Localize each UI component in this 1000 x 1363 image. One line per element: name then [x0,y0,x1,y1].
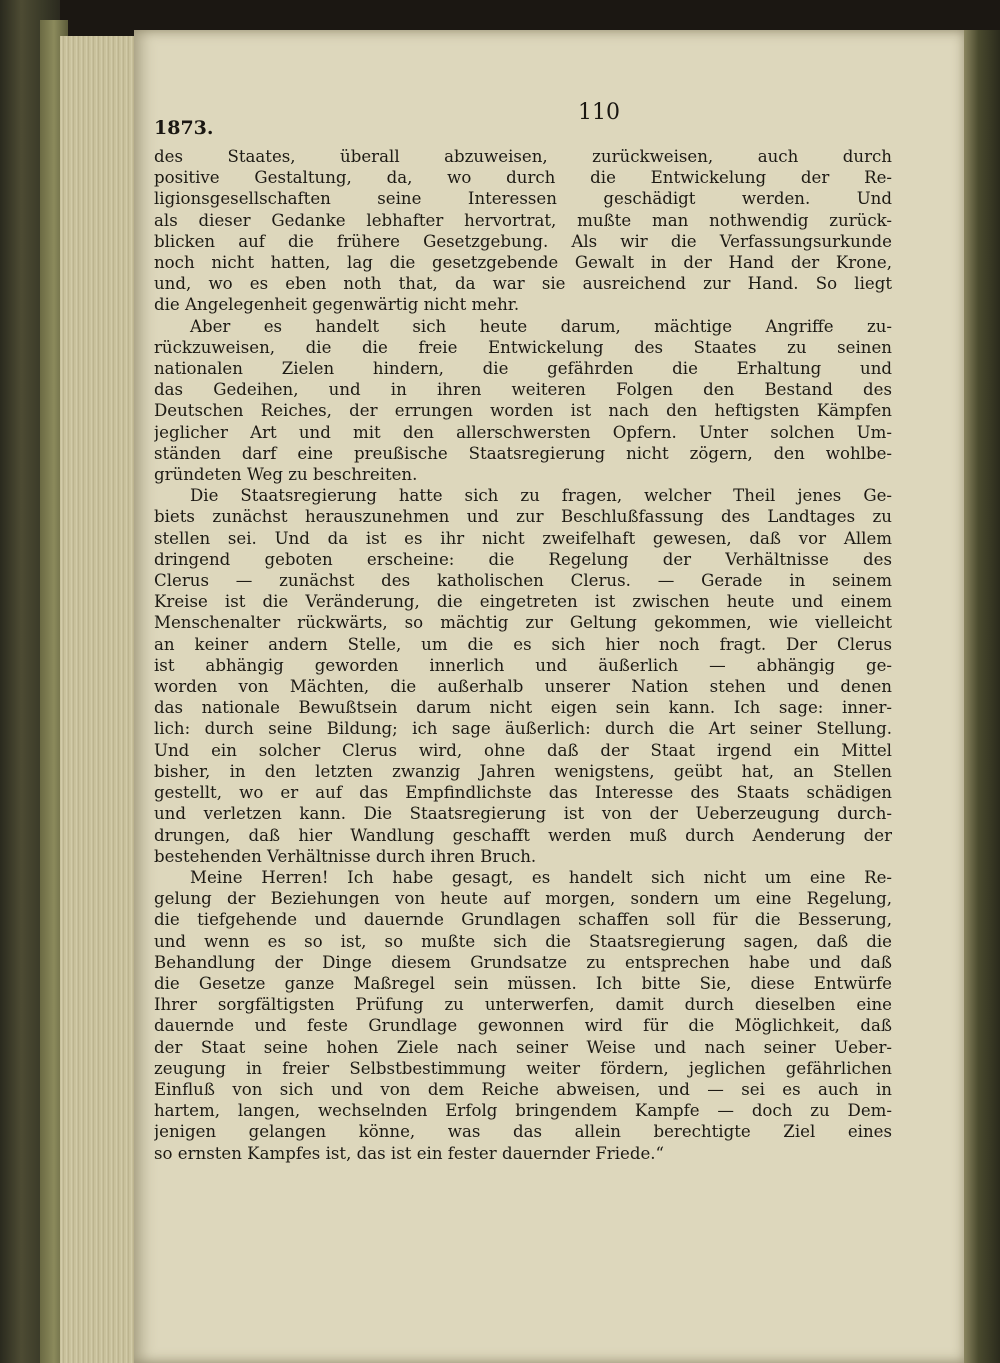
text-line: rückzuweisen, die die freie Entwickelung des Staates zu seinen [154,337,892,357]
text-line: die tiefgehende und dauernde Grundlagen schaffen soll für die Besserung, [154,910,892,930]
text-line: das nationale Bewußtsein darum nicht eigen sein kann. Ich sage: inner- [154,698,892,718]
text-line: des Staates, überall abzuweisen, zurückweisen, auch durch [154,147,892,166]
text-line: an keiner andern Stelle, um die es sich hier noch fragt. Der Clerus [154,634,892,654]
text-line: Einfluß von sich und von dem Reiche abweisen, und — sei es auch in [154,1079,892,1099]
text-line: und wenn es so ist, so mußte sich die Staatsregierung sagen, daß die [154,931,892,951]
text-line: blicken auf die frühere Gesetzgebung. Als wir die Verfassungsurkunde [154,231,892,251]
text-line: gelung der Beziehungen von heute auf morgen, sondern um eine Regelung, [154,889,892,909]
text-line: noch nicht hatten, lag die gesetzgebende Gewalt in der Hand der Krone, [154,253,892,273]
text-line: das Gedeihen, und in ihren weiteren Folgen den Bestand des [154,380,892,400]
text-line: dauernde und feste Grundlage gewonnen wird für die Möglichkeit, daß [154,1016,892,1036]
text-line: nationalen Zielen hindern, die gefährden die Erhaltung und [154,359,892,379]
text-line: und, wo es eben noth that, da war sie ausreichend zur Hand. So liegt [154,274,892,294]
text-line: die Angelegenheit gegenwärtig nicht mehr. [154,295,520,315]
text-line: Behandlung der Dinge diesem Grundsatze zu entsprechen habe und daß [154,952,892,972]
text-line: ständen darf eine preußische Staatsregierung nicht zögern, den wohlbe- [154,443,892,463]
text-line: Und ein solcher Clerus wird, ohne daß der Staat irgend ein Mittel [154,740,892,760]
text-line: als dieser Gedanke lebhafter hervortrat, mußte man nothwendig zurück- [154,210,892,230]
text-line: jenigen gelangen könne, was das allein berechtigte Ziel eines [154,1122,892,1142]
text-line: Meine Herren! Ich habe gesagt, es handelt sich nicht um eine Re- [190,867,892,887]
text-line: gründeten Weg zu beschreiten. [154,465,418,485]
facing-page-edge [964,30,1000,1363]
text-line: bestehenden Verhältnisse durch ihren Bruch. [154,846,537,866]
text-line: jeglicher Art und mit den allerschwersten Opfern. Unter solchen Um- [154,422,892,442]
text-line: und verletzen kann. Die Staatsregierung ist von der Ueberzeugung durch- [154,804,892,824]
text-line: Clerus — zunächst des katholischen Clerus. — Gerade in seinem [154,571,892,591]
text-line: worden von Mächten, die außerhalb unserer Nation stehen und denen [154,677,892,697]
text-line: Deutschen Reiches, der errungen worden ist nach den heftigsten Kämpfen [154,401,892,421]
text-line: stellen sei. Und da ist es ihr nicht zweifelhaft gewesen, daß vor Allem [154,528,892,548]
text-line: dringend geboten erscheine: die Regelung der Verhältnisse des [154,549,892,569]
text-line: ligionsgesellschaften seine Interessen geschädigt werden. Und [154,189,892,209]
text-line: so ernsten Kampfes ist, das ist ein fester dauernder Friede.“ [154,1143,665,1163]
text-line: Die Staatsregierung hatte sich zu fragen, welcher Theil jenes Ge- [190,486,892,506]
text-line: zeugung in freier Selbstbestimmung weiter fördern, jeglichen gefährlichen [154,1058,892,1078]
body-text [154,146,892,1164]
text-line: hartem, langen, wechselnden Erfolg bringendem Kampfe — doch zu Dem- [154,1101,892,1121]
text-line: lich: durch seine Bildung; ich sage äußerlich: durch die Art seiner Stellung. [154,719,892,739]
text-line: Menschenalter rückwärts, so mächtig zur Geltung gekommen, wie vielleicht [154,613,892,633]
text-line: gestellt, wo er auf das Empfindlichste das Interesse des Staats schädigen [154,783,892,803]
page-number: 110 [578,100,620,125]
text-line: der Staat seine hohen Ziele nach seiner Weise und nach seiner Ueber- [154,1037,892,1057]
text-line: positive Gestaltung, da, wo durch die Entwickelung der Re- [154,168,892,188]
text-line: die Gesetze ganze Maßregel sein müssen. Ich bitte Sie, diese Entwürfe [154,973,892,993]
page-stack-edges [60,36,136,1363]
text-line: bisher, in den letzten zwanzig Jahren wenigstens, geübt hat, an Stellen [154,761,892,781]
text-line: Ihrer sorgfältigsten Prüfung zu unterwerfen, damit durch dieselben eine [154,995,892,1015]
text-line: Kreise ist die Veränderung, die eingetreten ist zwischen heute und einem [154,592,892,612]
running-header-year: 1873. [154,117,214,139]
text-line: biets zunächst herauszunehmen und zur Beschlußfassung des Landtages zu [154,507,892,527]
text-line: ist abhängig geworden innerlich und äußerlich — abhängig ge- [154,655,892,675]
text-line: Aber es handelt sich heute darum, mächtige Angriffe zu- [190,316,892,336]
text-line: drungen, daß hier Wandlung geschafft werden muß durch Aenderung der [154,825,892,845]
